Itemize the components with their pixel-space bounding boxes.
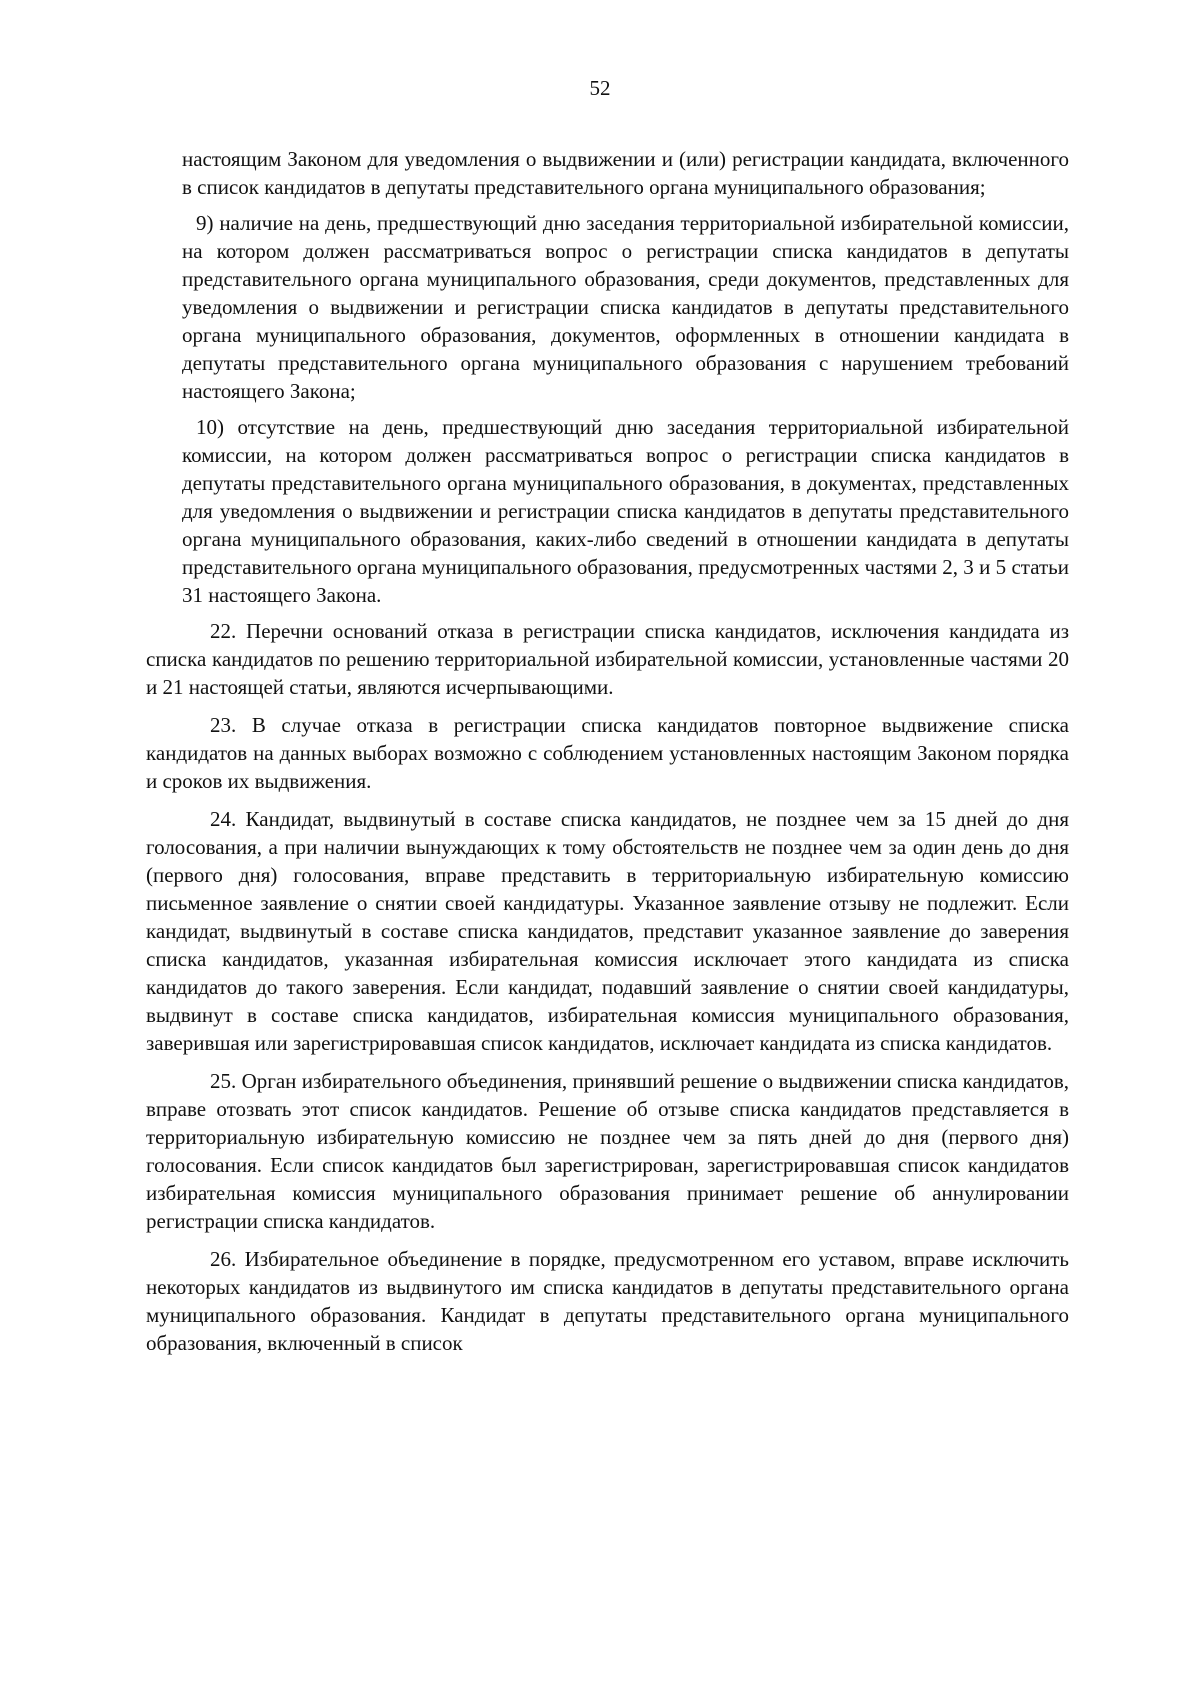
paragraph-23: 23. В случае отказа в регистрации списка кандидатов повторное выдвижение списка кандидатов на данных выборах возможно с соблюдением установленных настоящим Законом порядка и сроков их выдвижения. xyxy=(146,713,1069,793)
paragraph-26: 26. Избирательное объединение в порядке, предусмотренном его уставом, вправе исключить некоторых кандидатов из выдвинутого им списка кандидатов в депутаты представительного органа муниципального образования. Кандидат в депутаты представительного органа муниципального образования, включенный в список xyxy=(146,1247,1069,1355)
paragraph-24: 24. Кандидат, выдвинутый в составе списка кандидатов, не позднее чем за 15 дней до дня голосования, а при наличии вынуждающих к тому обстоятельств не позднее чем за один день до дня (первого дня) голосования, вправе представить в территориальную избирательную комиссию письменное заявление о снятии своей кандидатуры. Указанное заявление отзыву не подлежит. Если кандидат, выдвинутый в составе списка кандидатов, представит указанное заявление до заверения списка кандидатов, указанная избирательная комиссия исключает этого кандидата из списка кандидатов до такого заверения. Если кандидат, подавший заявление о снятии своей кандидатуры, выдвинут в составе списка кандидатов, избирательная комиссия муниципального образования, заверившая или зарегистрировавшая список кандидатов, исключает кандидата из списка кандидатов. xyxy=(146,807,1069,1055)
paragraph-22: 22. Перечни оснований отказа в регистрации списка кандидатов, исключения кандидата из списка кандидатов по решению территориальной избирательной комиссии, установленные частями 20 и 21 настоящей статьи, являются исчерпывающими. xyxy=(146,619,1069,699)
document-body xyxy=(146,145,1069,1367)
list-item-9: 9) наличие на день, предшествующий дню заседания территориальной избирательной комиссии, на котором должен рассматриваться вопрос о регистрации списка кандидатов в депутаты представительного органа муниципального образования, среди документов, представленных для уведомления о выдвижении и регистрации списка кандидатов в депутаты представительного органа муниципального образования, документов, оформленных в отношении кандидата в депутаты представительного органа муниципального образования с нарушением требований настоящего Закона; xyxy=(182,211,1069,403)
list-item-10: 10) отсутствие на день, предшествующий дню заседания территориальной избирательной комиссии, на котором должен рассматриваться вопрос о регистрации списка кандидатов в депутаты представительного органа муниципального образования, в документах, представленных для уведомления о выдвижении и регистрации списка кандидатов в депутаты представительного органа муниципального образования, каких-либо сведений в отношении кандидата в депутаты представительного органа муниципального образования, предусмотренных частями 2, 3 и 5 статьи 31 настоящего Закона. xyxy=(182,415,1069,607)
paragraph-25: 25. Орган избирательного объединения, принявший решение о выдвижении списка кандидатов, вправе отозвать этот список кандидатов. Решение об отзыве списка кандидатов представляется в территориальную избирательную комиссию не позднее чем за пять дней до дня (первого дня) голосования. Если список кандидатов был зарегистрирован, зарегистрировавшая список кандидатов избирательная комиссия муниципального образования принимает решение об аннулировании регистрации списка кандидатов. xyxy=(146,1069,1069,1233)
paragraph-continuation: настоящим Законом для уведомления о выдвижении и (или) регистрации кандидата, включенного в список кандидатов в депутаты представительного органа муниципального образования; xyxy=(182,147,1069,199)
page-number: 52 xyxy=(589,76,611,100)
